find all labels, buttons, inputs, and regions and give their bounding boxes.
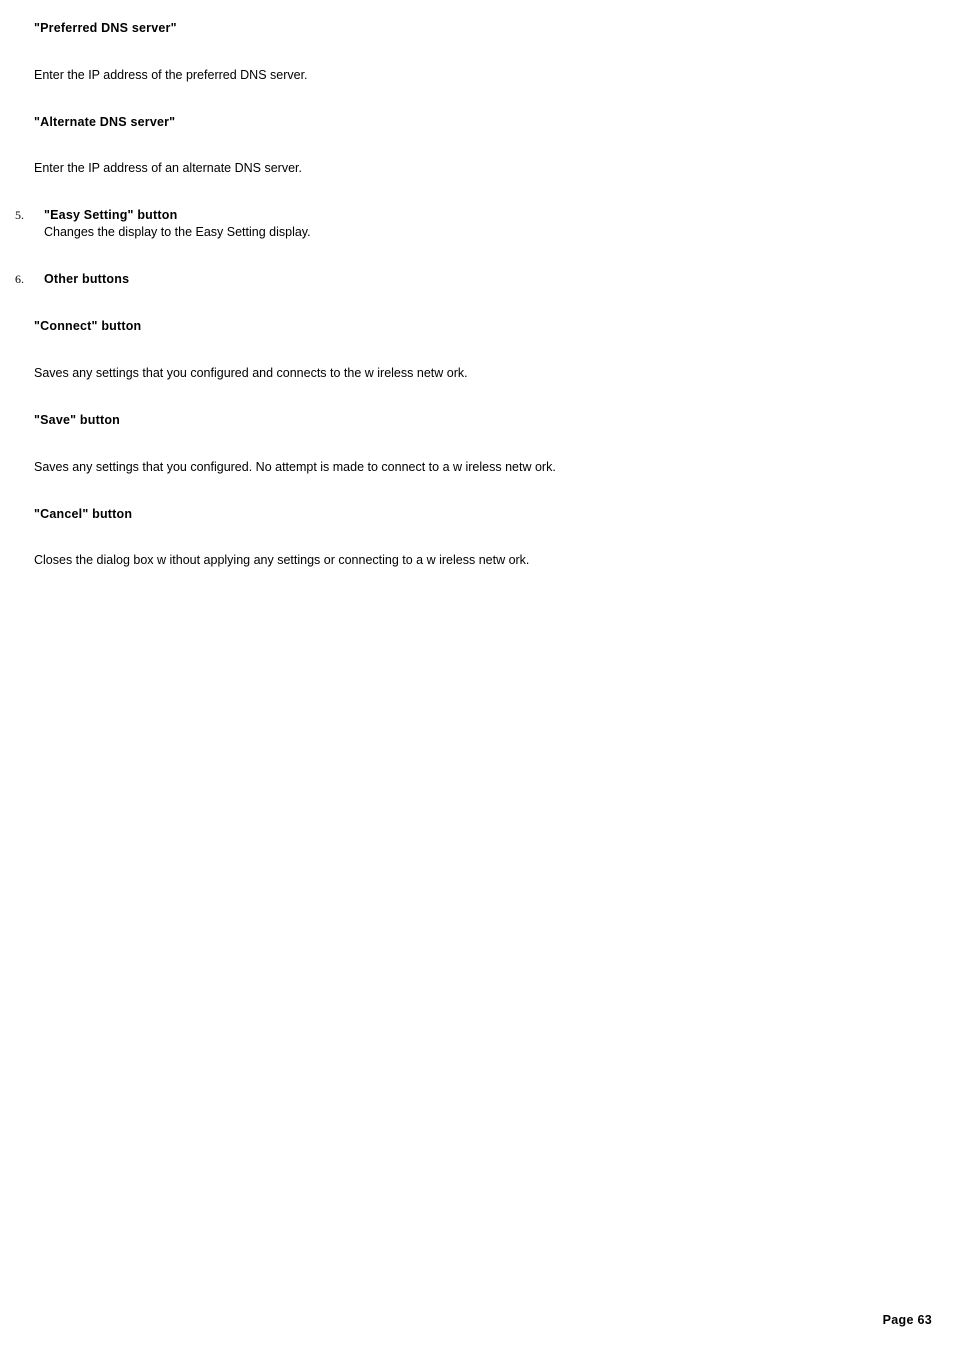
easy-setting-description: Changes the display to the Easy Setting display. [44, 225, 311, 239]
alternate-dns-heading: "Alternate DNS server" [34, 115, 176, 129]
cancel-button-heading: "Cancel" button [34, 507, 133, 521]
preferred-dns-description: Enter the IP address of the preferred DNS server. [34, 68, 308, 82]
save-button-description: Saves any settings that you configured. No attempt is made to connect to a w ireless netw ork. [34, 460, 556, 474]
page-number: Page 63 [882, 1313, 932, 1327]
alternate-dns-description: Enter the IP address of an alternate DNS server. [34, 161, 302, 175]
other-buttons-heading: Other buttons [44, 272, 130, 286]
save-button-heading: "Save" button [34, 413, 120, 427]
preferred-dns-heading: "Preferred DNS server" [34, 21, 177, 35]
connect-button-heading: "Connect" button [34, 319, 142, 333]
connect-button-description: Saves any settings that you configured and connects to the w ireless netw ork. [34, 366, 468, 380]
list-item-6-number: 6. [15, 272, 24, 286]
cancel-button-description: Closes the dialog box w ithout applying any settings or connecting to a w ireless netw ork. [34, 553, 530, 567]
list-item-5-number: 5. [15, 208, 24, 222]
easy-setting-heading: "Easy Setting" button [44, 208, 178, 222]
